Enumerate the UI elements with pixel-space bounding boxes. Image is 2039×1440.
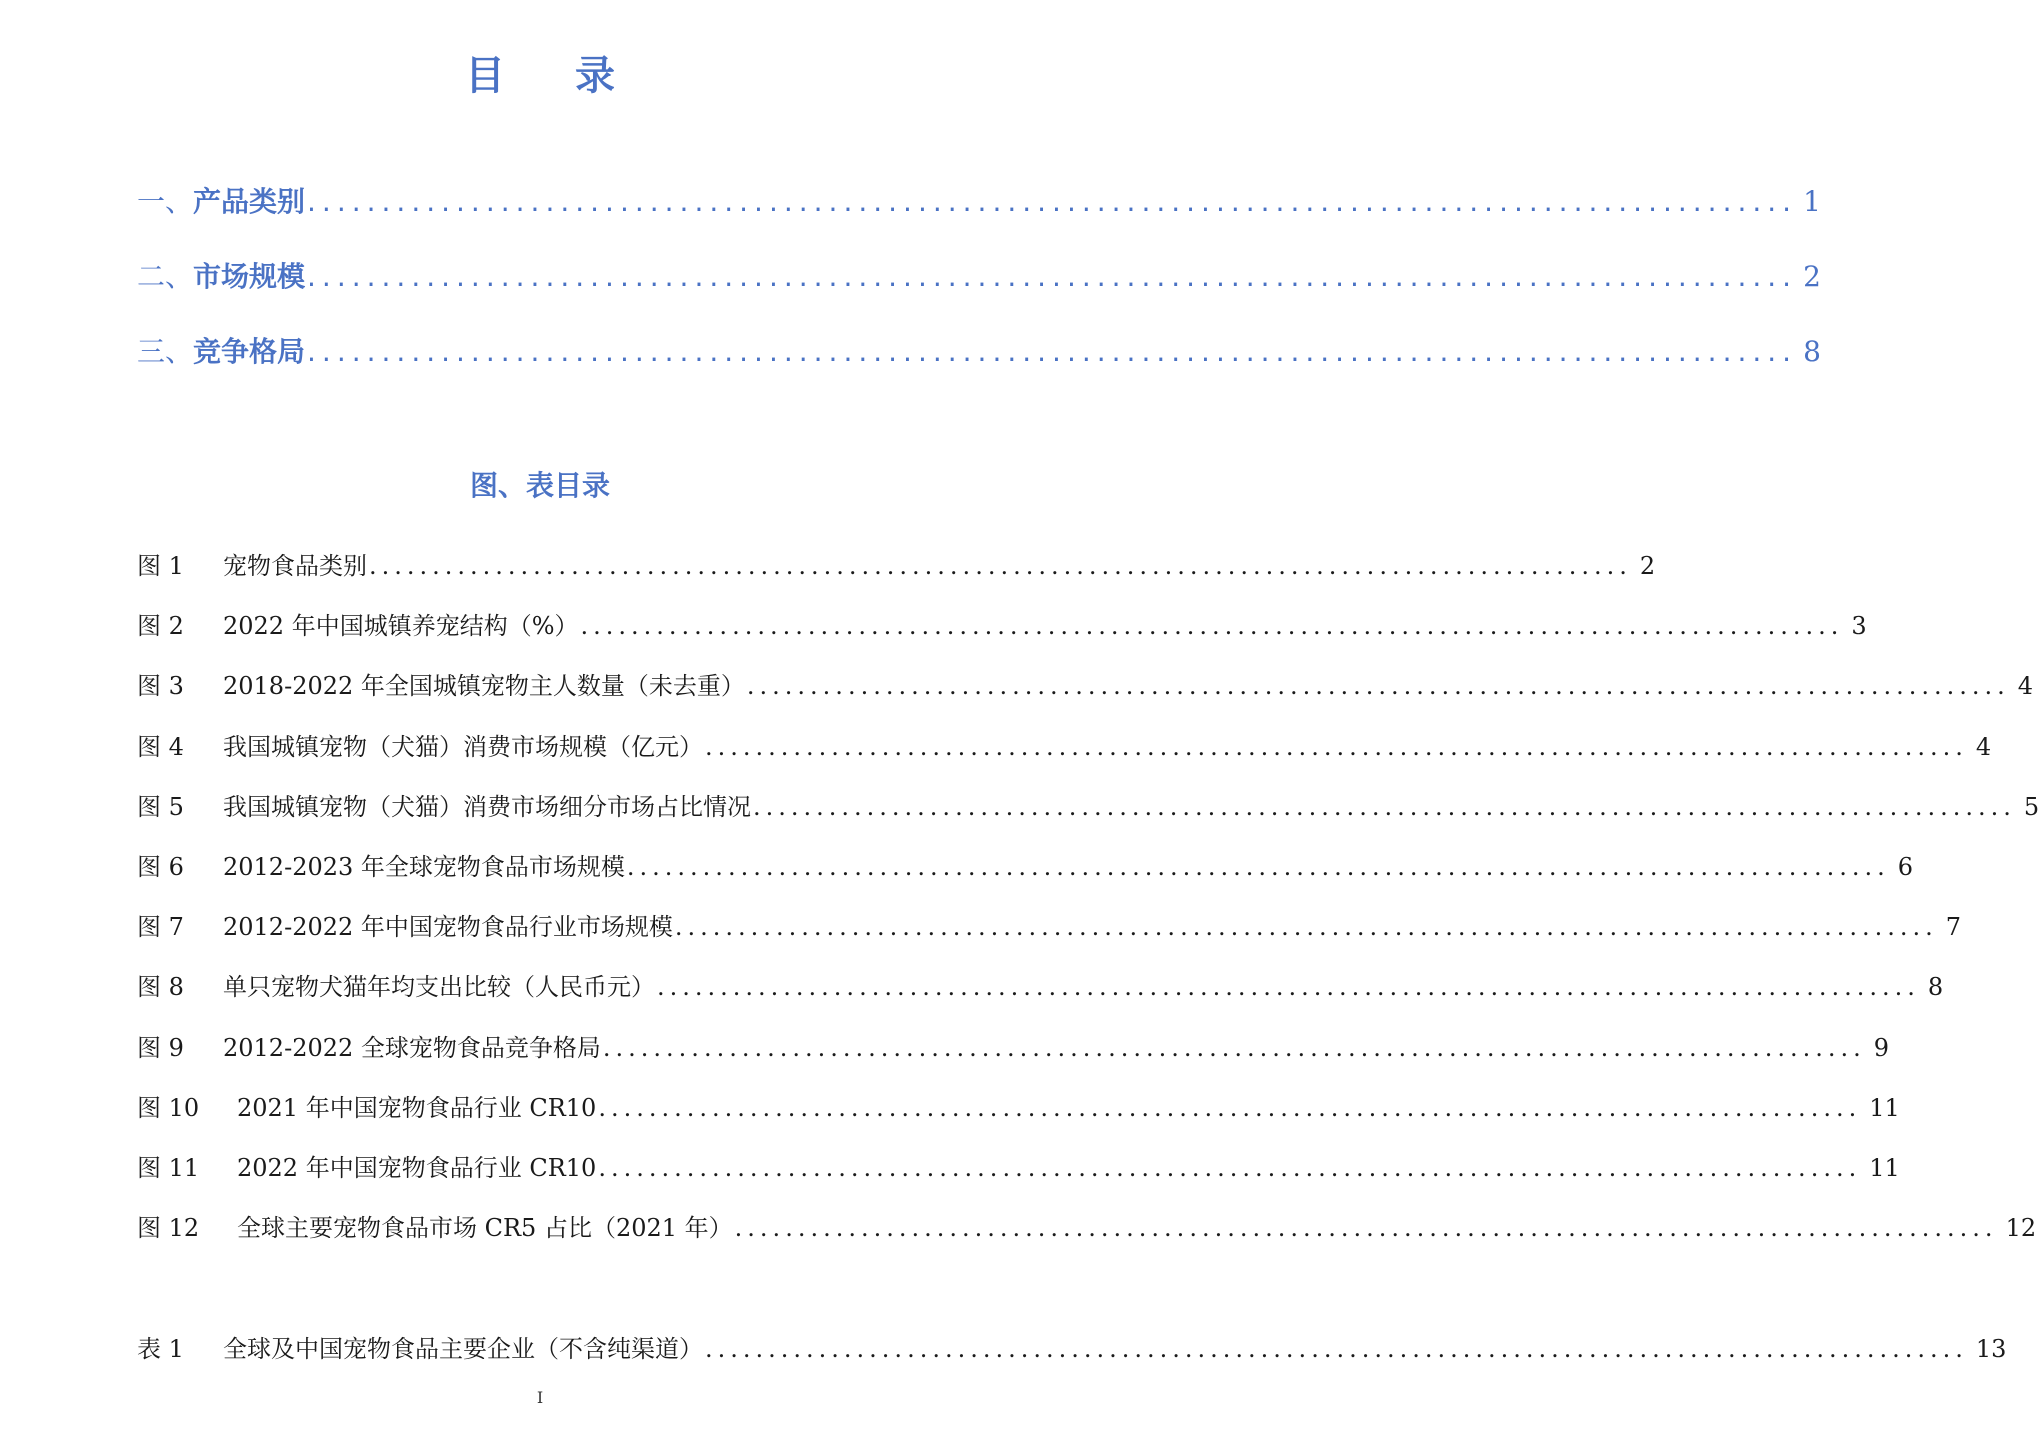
figure-page: 3	[1851, 612, 1867, 641]
figure-number: 图 2	[137, 612, 184, 641]
figure-title: 单只宠物犬猫年均支出比较（人民币元）	[223, 973, 655, 1002]
figures-section-title: 图、表目录	[469, 469, 610, 502]
toc-entry-prefix: 一、	[137, 185, 194, 218]
figure-page: 7	[1945, 913, 1962, 942]
figure-page: 4	[2017, 672, 2034, 701]
figure-entry[interactable]	[137, 602, 1867, 662]
figure-title: 2012-2022 全球宠物食品竞争格局	[223, 1033, 601, 1062]
figure-title: 2021 年中国宠物食品行业 CR10	[237, 1093, 597, 1122]
dot-leader: ....................................................................................................	[705, 732, 1968, 761]
toc-entry-label: 产品类别	[193, 185, 306, 218]
page-title: 目 录	[465, 53, 643, 99]
figure-number: 图 4	[137, 732, 184, 761]
figure-page: 4	[1975, 732, 1992, 761]
page-number-footer: I	[536, 1388, 544, 1407]
toc-list	[137, 175, 1821, 400]
figure-list	[137, 542, 2039, 1264]
dot-leader: ....................................................................................................	[705, 1335, 1968, 1363]
figure-entry[interactable]	[137, 1144, 1900, 1204]
figure-entry[interactable]	[137, 1084, 1900, 1144]
figure-number: 图 11	[137, 1153, 200, 1182]
figure-entry[interactable]	[137, 843, 1914, 903]
table-number: 表 1	[137, 1335, 184, 1363]
table-list	[137, 1325, 2007, 1385]
toc-entry-2[interactable]	[137, 250, 1821, 325]
dot-leader: ....................................................................................................	[307, 185, 1798, 218]
figure-entry[interactable]	[137, 662, 2034, 722]
toc-entry-label: 竞争格局	[193, 335, 306, 368]
figure-entry[interactable]	[137, 963, 1944, 1023]
figure-entry[interactable]	[137, 1024, 1890, 1084]
dot-leader: ....................................................................................................	[598, 1153, 1862, 1182]
dot-leader: ....................................................................................................	[753, 792, 2016, 821]
figure-page: 8	[1927, 973, 1944, 1002]
figure-page: 5	[2023, 792, 2039, 821]
figure-title: 我国城镇宠物（犬猫）消费市场规模（亿元）	[223, 732, 703, 761]
dot-leader: ....................................................................................................	[369, 552, 1632, 580]
figure-entry[interactable]	[137, 783, 2039, 843]
figure-page: 9	[1873, 1033, 1890, 1062]
figure-number: 图 9	[137, 1033, 184, 1062]
dot-leader: ....................................................................................................	[602, 1033, 1866, 1062]
toc-entry-label: 市场规模	[193, 260, 306, 293]
toc-entry-1[interactable]	[137, 175, 1821, 250]
figure-entry[interactable]	[137, 903, 1962, 963]
figure-number: 图 7	[137, 913, 184, 942]
dot-leader: ....................................................................................................	[598, 1093, 1862, 1122]
figure-page: 2	[1639, 552, 1656, 580]
table-title: 全球及中国宠物食品主要企业（不含纯渠道）	[223, 1335, 703, 1363]
table-entry[interactable]	[137, 1325, 2007, 1385]
toc-entry-page: 2	[1803, 260, 1821, 293]
toc-entry-prefix: 三、	[137, 335, 194, 368]
figure-title: 2018-2022 年全国城镇宠物主人数量（未去重）	[223, 672, 745, 701]
dot-leader: ....................................................................................................	[580, 612, 1844, 641]
figure-number: 图 3	[137, 672, 184, 701]
toc-entry-page: 1	[1803, 185, 1821, 218]
figure-page: 11	[1869, 1153, 1900, 1182]
figure-title: 2022 年中国宠物食品行业 CR10	[237, 1153, 597, 1182]
figure-number: 图 12	[137, 1214, 200, 1243]
figure-title: 2022 年中国城镇养宠结构（%）	[223, 612, 579, 641]
toc-entry-page: 8	[1803, 335, 1821, 368]
table-page: 13	[1975, 1335, 2007, 1363]
figure-page: 12	[2005, 1214, 2037, 1243]
figure-number: 图 10	[137, 1093, 200, 1122]
dot-leader: ....................................................................................................	[626, 852, 1890, 881]
dot-leader: ....................................................................................................	[657, 973, 1920, 1002]
figure-page: 11	[1869, 1093, 1900, 1122]
dot-leader: ....................................................................................................	[746, 672, 2010, 701]
dot-leader: ....................................................................................................	[307, 260, 1798, 293]
figure-entry[interactable]	[137, 1204, 2037, 1264]
figure-page: 6	[1897, 852, 1914, 881]
figure-number: 图 1	[137, 552, 184, 580]
dot-leader: ....................................................................................................	[734, 1214, 1998, 1243]
figure-title: 2012-2023 年全球宠物食品市场规模	[223, 852, 625, 881]
dot-leader: ....................................................................................................	[674, 913, 1938, 942]
toc-entry-3[interactable]	[137, 325, 1821, 400]
figure-entry[interactable]	[137, 723, 1992, 783]
figure-number: 图 5	[137, 792, 184, 821]
dot-leader: ....................................................................................................	[307, 335, 1798, 368]
figure-title: 全球主要宠物食品市场 CR5 占比（2021 年）	[237, 1214, 733, 1243]
figure-title: 宠物食品类别	[223, 552, 367, 580]
figure-number: 图 6	[137, 852, 184, 881]
figure-entry[interactable]	[137, 542, 1656, 602]
figure-title: 2012-2022 年中国宠物食品行业市场规模	[223, 913, 673, 942]
toc-entry-prefix: 二、	[137, 260, 194, 293]
figure-title: 我国城镇宠物（犬猫）消费市场细分市场占比情况	[223, 792, 751, 821]
figure-number: 图 8	[137, 973, 184, 1002]
